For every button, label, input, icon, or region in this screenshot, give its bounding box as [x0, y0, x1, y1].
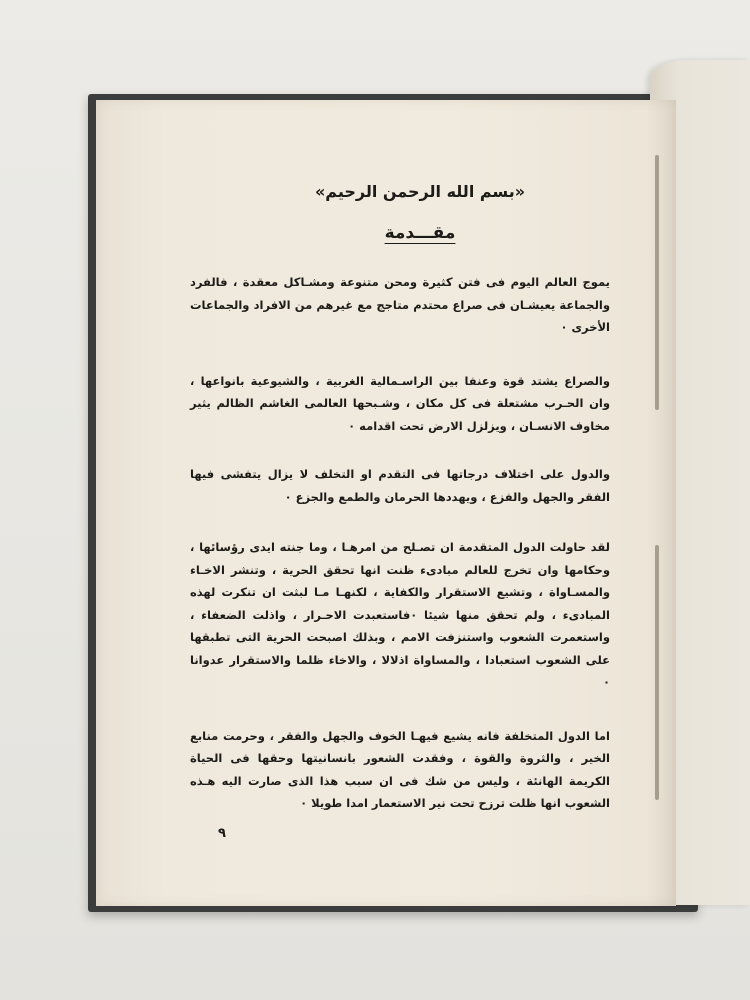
- page-edge-mark-bottom: [655, 545, 659, 800]
- paragraph-2: والصراع يشتد قوة وعنفا بين الراسـمالية الغربية ، والشيوعية بانواعها ، وان الحـرب مشتعلة فى كل مكان ، وشـبحها العالمى الغاشم الظالم يثير مخاوف الانسـان ، ويزلزل الارض تحت اقدامه ٠: [190, 373, 610, 433]
- paragraph-4: لقد حاولت الدول المتقدمة ان تصـلح من امرهـا ، وما جنته ايدى رؤسائها ، وحكامها وان تخرج للعالم مبادىء ظنت انها تحقق الحرية ، وتنشر الاخـاء والمسـاواة ، وتشيع الاستقرار والكفاية ، لكنهـا مـا لبثت ان تنكرت لهذه المبادىء ، ولم تحقق منها شيئا ٠فاستعبدت الاحـرار ، واذلت الضعفاء ، واستعمرت الشعوب واستنزفت الامم ، وبذلك اصبحت الحرية التى تطبقها على الشعوب استعبادا ، والمساواة اذلالا ، والاخاء ظلما والاستقرار عدوانا ٠: [190, 540, 610, 689]
- page-number: ٩: [218, 826, 226, 841]
- page-text: [190, 170, 610, 815]
- page-title: مقـــدمة: [384, 223, 456, 243]
- paragraph-5: اما الدول المتخلفة فانه يشيع فيهـا الخوف والجهل والفقر ، وحرمت منابع الخير ، والثروة والقوة ، وفقدت الشعور بانسانيتها وحقها فى الحياة الكريمة الهانئة ، وليس من شك فى ان سبب هذا الذى صارت اليه هـذه الشعوب انها ظلت ترزح تحت نير الاستعمار امدا طويلا ٠: [190, 728, 610, 810]
- page-edge-mark-top: [655, 155, 659, 410]
- paragraph-3: والدول على اختلاف درجاتها فى التقدم او التخلف لا يزال يتفشى فيها الفقر والجهل والفزع ، ويهددها الحرمان والطمع والجزع ٠: [190, 467, 610, 504]
- paragraph-1: يموج العالم اليوم فى فتن كثيرة ومحن متنوعة ومشـاكل معقدة ، فالفرد والجماعة يعيشـان فى صراع محتدم متاجج مع غيرهم من الافراد والجماعات الأخرى ٠: [190, 275, 610, 334]
- basmala-heading: «بسم الله الرحمن الرحيم»: [314, 182, 526, 201]
